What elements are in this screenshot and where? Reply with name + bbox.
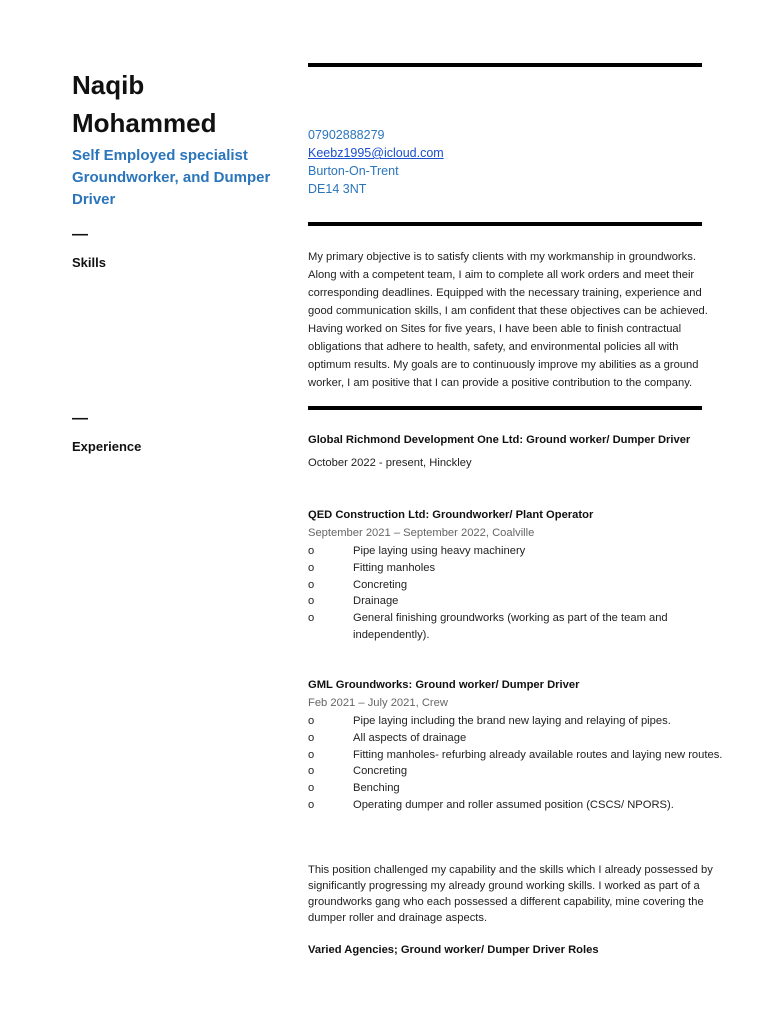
name-last: Mohammed (72, 108, 217, 138)
list-item: o Pipe laying using heavy machinery (308, 543, 723, 560)
job-title: Varied Agencies; Ground worker/ Dumper Driver Roles (308, 944, 599, 956)
job-title: Global Richmond Development One Ltd: Ground worker/ Dumper Driver (308, 434, 691, 446)
job-title: QED Construction Ltd: Groundworker/ Plant Operator (308, 509, 594, 521)
bullet-marker: o (308, 715, 315, 727)
job-headline: Self Employed specialist Groundworker, and Dumper Driver (72, 147, 271, 208)
bullet-marker: o (308, 595, 315, 608)
candidate-name (72, 66, 292, 142)
bullet-marker: o (308, 765, 315, 778)
contact-block (308, 126, 444, 198)
duties-list (308, 713, 723, 814)
bullet-marker: o (308, 798, 315, 811)
list-item: o Concreting (308, 763, 723, 780)
list-item: o Concreting (308, 577, 723, 594)
list-item: o Pipe laying including the brand new laying and relaying of pipes. (308, 713, 723, 730)
bullet-marker: o (308, 782, 315, 795)
job-meta: October 2022 - present, Hinckley (308, 457, 472, 469)
bullet-marker: o (308, 578, 315, 591)
bullet-marker: o (308, 545, 315, 557)
skills-divider-dash: — (72, 226, 88, 243)
contact-rule (308, 222, 702, 226)
bullet-marker: o (308, 561, 315, 574)
list-item: o All aspects of drainage (308, 730, 723, 747)
objective-paragraph: My primary objective is to satisfy clients with my workmanship in groundworks. Along with a competent team, I aim to complete all work orders and meet their corresponding deadlines. Equipped with the necessary training, experience and good communication skills, I am confident that these objectives can be achieved. Having worked on Sites for five years, I have been able to finish contractual obligations that adhere to health, safety, and environmental policies all with optimum results. My goals are to continuously improve my abilities as a ground worker, I am positive that I can provide a positive contribution to the company. (308, 251, 708, 389)
job-meta: Feb 2021 – July 2021, Crew (308, 697, 448, 709)
list-item: o Fitting manholes- refurbing already available routes and laying new routes. (308, 747, 723, 764)
list-item: o General finishing groundworks (working as part of the team and independently). (308, 612, 668, 641)
list-item: o Fitting manholes (308, 560, 723, 577)
town: Burton-On-Trent (308, 164, 399, 178)
bullet-marker: o (308, 612, 315, 625)
email-link[interactable]: Keebz1995@icloud.com (308, 146, 444, 160)
top-rule (308, 63, 702, 67)
role-summary-paragraph: This position challenged my capability and the skills which I already possessed by significantly progressing my already ground working skills. I worked as part of a groundworks gang who each possessed a different capability, mine covering the dumper roller and drainage aspects. (308, 864, 713, 924)
objective-rule (308, 406, 702, 410)
job-title: GML Groundworks: Ground worker/ Dumper Driver (308, 679, 580, 691)
experience-heading: Experience (72, 439, 142, 454)
list-item: o Drainage (308, 593, 723, 610)
phone-number: 07902888279 (308, 128, 385, 142)
experience-divider-dash: — (72, 410, 88, 427)
job-meta: September 2021 – September 2022, Coalville (308, 527, 535, 539)
duties-list (308, 543, 723, 644)
list-item: o Operating dumper and roller assumed position (CSCS/ NPORS). (308, 797, 723, 814)
list-item: o Benching (308, 780, 723, 797)
bullet-marker: o (308, 731, 315, 744)
bullet-marker: o (308, 748, 315, 761)
name-first: Naqib (72, 70, 145, 100)
postcode: DE14 3NT (308, 182, 367, 196)
skills-heading: Skills (72, 255, 106, 270)
